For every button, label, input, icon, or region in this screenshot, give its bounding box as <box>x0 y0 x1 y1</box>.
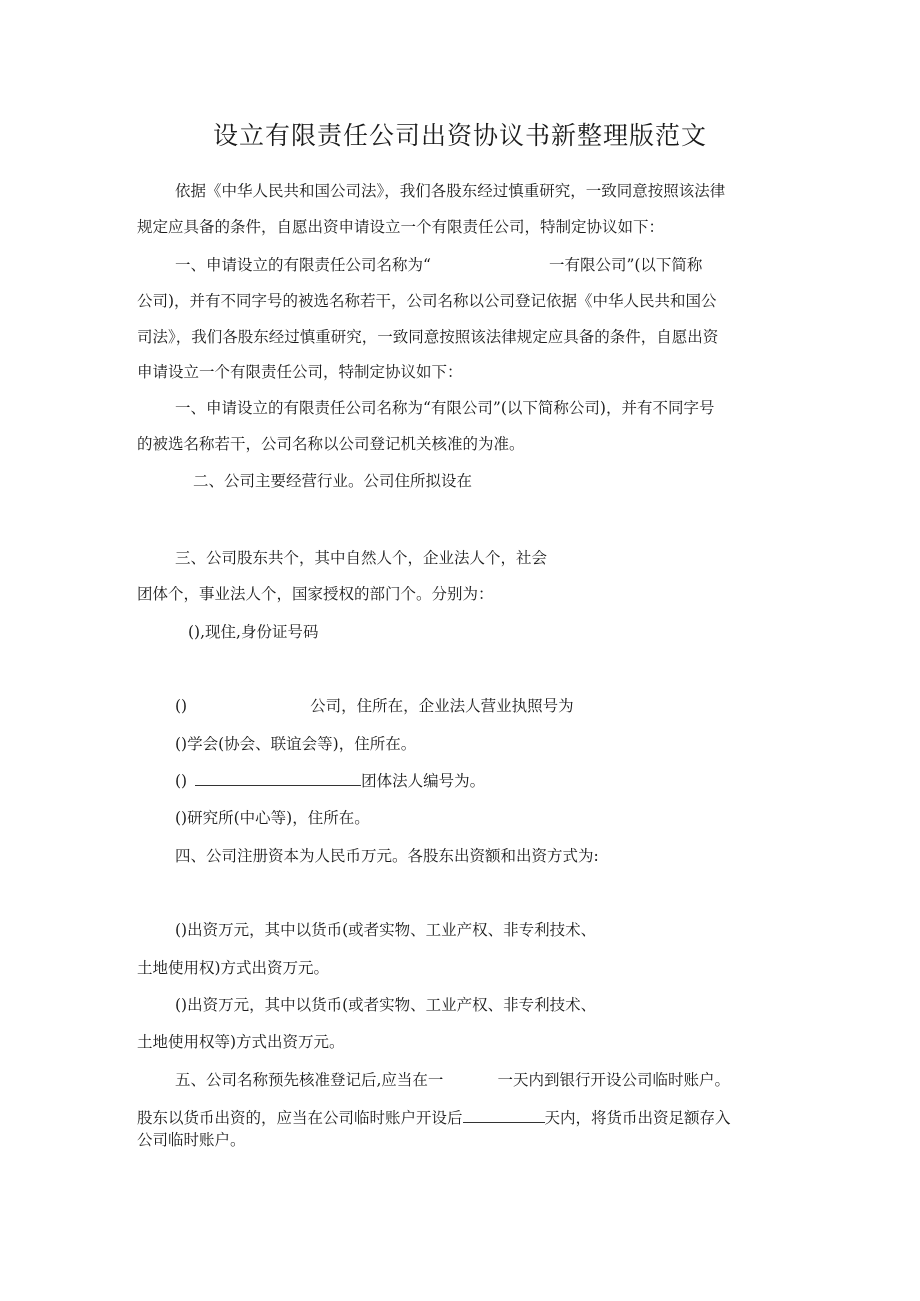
shareholder-society: ()学会(协会、联谊会等)，住所在。 <box>175 735 417 753</box>
paragraph-name-line-1-end: 一有限公司”(以下简称 <box>548 256 703 274</box>
paragraph-account-line-2 <box>137 1108 731 1128</box>
blank-group-underline <box>195 771 361 786</box>
paragraph-account-line-3: 公司临时账户。 <box>137 1131 246 1149</box>
paragraph-name-line-4: 申请设立一个有限责任公司，特制定协议如下： <box>137 363 463 381</box>
paragraph-intro-line-2: 规定应具备的条件，自愿出资申请设立一个有限责任公司，特制定协议如下： <box>137 218 665 236</box>
paragraph-business: 二、公司主要经营行业。公司住所拟设在 <box>193 472 473 490</box>
paragraph-capital: 四、公司注册资本为人民币万元。各股东出资额和出资方式为: <box>175 847 599 865</box>
paragraph-intro-line-1: 依据《中华人民共和国公司法》，我们各股东经过慎重研究，一致同意按照该法律 <box>175 182 726 200</box>
paragraph-account-line-1-end: 一天内到银行开设公司临时账户。 <box>497 1071 730 1089</box>
paragraph-name-line-2: 公司)，并有不同字号的被选名称若干，公司名称以公司登记依据《中华人民共和国公 <box>137 292 717 310</box>
paragraph-name-line-1 <box>175 255 702 275</box>
shareholder-group-prefix: () <box>175 772 188 790</box>
paragraph-name-line-1-start: 一、申请设立的有限责任公司名称为“ <box>175 256 431 274</box>
shareholder-institute: ()研究所(中心等)，住所在。 <box>175 809 370 827</box>
paragraph-account-line-1-start: 五、公司名称预先核准登记后,应当在一 <box>175 1071 444 1089</box>
paragraph-name2-line-2: 的被选名称若干，公司名称以公司登记机关核准的为准。 <box>137 435 525 453</box>
paragraph-name-line-3: 司法》，我们各股东经过慎重研究，一致同意按照该法律规定应具备的条件，自愿出资 <box>137 328 719 346</box>
paragraph-account-line-1 <box>175 1070 730 1090</box>
shareholder-group <box>175 771 485 791</box>
paragraph-shareholders-line-1: 三、公司股东共个，其中自然人个，企业法人个，社会 <box>175 549 548 567</box>
shareholder-company <box>175 696 574 716</box>
shareholder-company-text: 公司，住所在，企业法人营业执照号为 <box>310 697 574 715</box>
contribution-2-line-2: 土地使用权等)方式出资万元。 <box>137 1033 345 1051</box>
paragraph-account-line-2-start: 股东以货币出资的，应当在公司临时账户开设后 <box>137 1109 463 1127</box>
paragraph-account-line-2-end: 天内，将货币出资足额存入 <box>544 1109 731 1127</box>
contribution-1-line-1: ()出资万元，其中以货币(或者实物、工业产权、非专利技术、 <box>175 921 597 939</box>
contribution-1-line-2: 土地使用权)方式出资万元。 <box>137 959 330 977</box>
paragraph-shareholders-line-2: 团体个，事业法人个，国家授权的部门个。分别为： <box>137 585 494 603</box>
shareholder-company-prefix: () <box>175 697 188 715</box>
blank-days-underline <box>463 1108 545 1123</box>
shareholder-group-text: 团体法人编号为。 <box>361 772 486 790</box>
paragraph-name2-line-1: 一、申请设立的有限责任公司名称为“有限公司”(以下简称公司)，并有不同字号 <box>175 399 715 417</box>
shareholder-individual: (),现住,身份证号码 <box>188 623 319 641</box>
contribution-2-line-1: ()出资万元，其中以货币(或者实物、工业产权、非专利技术、 <box>175 996 597 1014</box>
document-title: 设立有限责任公司出资协议书新整理版范文 <box>212 121 707 150</box>
